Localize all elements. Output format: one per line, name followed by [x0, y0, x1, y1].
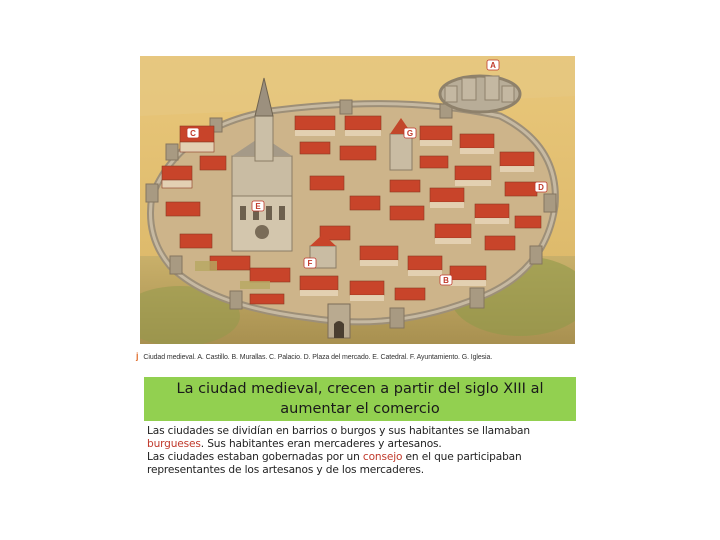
medieval-city-illustration: [140, 56, 575, 344]
highlight-consejo: consejo: [362, 451, 403, 463]
caption-text: Ciudad medieval. A. Castillo. B. Murallas. C. Palacio. D. Plaza del mercado. E. Catedral. F. Ayuntamiento. G. Iglesia.: [143, 354, 493, 361]
map-label-b-text: B: [443, 276, 449, 285]
map-label-g: [404, 128, 416, 138]
map-label-a-text: A: [490, 61, 496, 70]
map-label-f: [304, 258, 316, 268]
highlight-burgueses: burgueses: [147, 438, 201, 450]
slide-title-line2: aumentar el comercio: [280, 401, 440, 417]
map-label-c-text: C: [190, 129, 196, 138]
body-paragraph-1: [147, 425, 577, 451]
map-label-c: [187, 128, 199, 138]
body-p1-text-end: . Sus habitantes eran mercaderes y artesanos.: [200, 438, 442, 450]
illustration-caption: [136, 349, 576, 363]
map-label-d-text: D: [538, 183, 544, 192]
map-label-f-text: F: [307, 259, 313, 268]
slide-title: [144, 377, 576, 421]
map-label-d: [535, 182, 547, 192]
map-label-a: [487, 60, 499, 70]
slide-title-line1: La ciudad medieval, crecen a partir del siglo XIII al: [176, 381, 544, 397]
body-paragraph-2: [147, 451, 577, 477]
map-label-g-text: G: [406, 129, 414, 138]
body-p1-text: Las ciudades se dividían en barrios o burgos y sus habitantes se llamaban: [147, 425, 530, 437]
body-p2-text: Las ciudades estaban gobernadas por un: [147, 451, 363, 463]
body-p2-text-end: en el que participaban representantes de los artesanos y de los mercaderes.: [147, 451, 522, 476]
map-label-b: [440, 275, 452, 285]
body-text: [147, 425, 577, 477]
caption-marker: j: [136, 351, 139, 361]
map-label-e-text: E: [255, 202, 261, 211]
map-label-e: [252, 201, 264, 211]
